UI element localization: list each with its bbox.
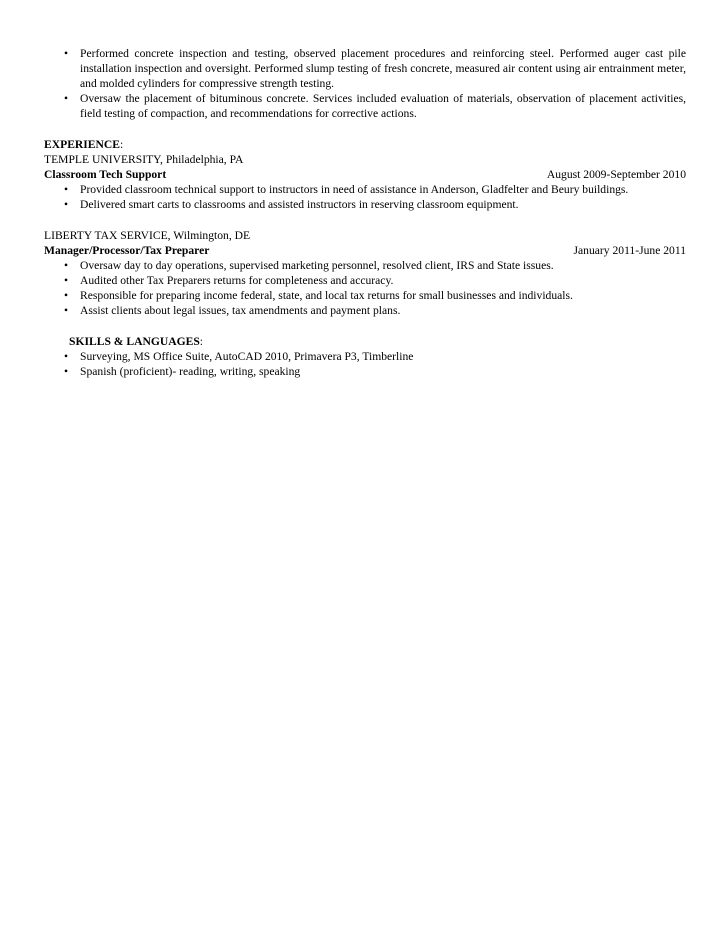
spacer bbox=[44, 212, 686, 228]
list-item bbox=[44, 288, 686, 303]
experience-heading-text: EXPERIENCE bbox=[44, 138, 121, 151]
list-item bbox=[44, 182, 686, 197]
list-item bbox=[44, 273, 686, 288]
bullet-text: Responsible for preparing income federal, state, and local tax returns for small businesses and individuals. bbox=[80, 289, 573, 302]
job-dates: August 2009-September 2010 bbox=[546, 168, 686, 181]
job-bullet-list bbox=[44, 182, 686, 212]
experience-heading-colon: : bbox=[120, 138, 124, 151]
skills-heading-text: SKILLS & LANGUAGES bbox=[69, 335, 200, 348]
bullet-text: Spanish (proficient)- reading, writing, speaking bbox=[80, 365, 301, 378]
bullet-text: Performed concrete inspection and testing, observed placement procedures and reinforcing steel. Performed auger cast pile installation inspection and oversight. Performed slump testing of fresh concrete, measured air content using air entrainment meter, and molded cylinders for compressive strength testing. bbox=[80, 47, 686, 90]
job-liberty-tax bbox=[44, 228, 686, 318]
bullet-icon: • bbox=[64, 183, 69, 196]
bullet-text: Assist clients about legal issues, tax amendments and payment plans. bbox=[80, 304, 401, 317]
spacer bbox=[44, 318, 686, 334]
bullet-text: Audited other Tax Preparers returns for completeness and accuracy. bbox=[80, 274, 394, 287]
list-item bbox=[44, 91, 686, 121]
bullet-icon: • bbox=[64, 274, 69, 287]
bullet-icon: • bbox=[64, 198, 69, 211]
skills-heading-colon: : bbox=[199, 335, 204, 348]
job-title-row bbox=[44, 243, 686, 258]
job-dates: January 2011-June 2011 bbox=[573, 244, 686, 257]
bullet-icon: • bbox=[64, 259, 69, 272]
bullet-icon: • bbox=[64, 289, 69, 302]
job-temple bbox=[44, 152, 686, 212]
job-title: Classroom Tech Support bbox=[44, 168, 167, 181]
bullet-icon: • bbox=[64, 350, 69, 363]
bullet-icon: • bbox=[64, 365, 69, 378]
employer-name: TEMPLE UNIVERSITY, Philadelphia, PA bbox=[44, 153, 244, 166]
job-title-row bbox=[44, 167, 686, 182]
list-item bbox=[44, 303, 686, 318]
list-item bbox=[44, 46, 686, 91]
resume-page bbox=[44, 46, 686, 379]
list-item bbox=[44, 349, 686, 364]
bullet-text: Provided classroom technical support to instructors in need of assistance in Anderson, Gladfelter and Beury buildings. bbox=[80, 183, 629, 196]
bullet-icon: • bbox=[64, 47, 69, 60]
list-item bbox=[44, 364, 686, 379]
bullet-icon: • bbox=[64, 92, 69, 105]
list-item bbox=[44, 258, 686, 273]
skills-heading bbox=[44, 334, 686, 349]
bullet-text: Oversaw day to day operations, supervised marketing personnel, resolved client, IRS and State issues. bbox=[80, 259, 554, 272]
bullet-icon: • bbox=[64, 304, 69, 317]
job-bullet-list bbox=[44, 258, 686, 318]
employer-name: LIBERTY TAX SERVICE, Wilmington, DE bbox=[44, 229, 251, 242]
experience-heading bbox=[44, 137, 686, 152]
inspection-bullet-list bbox=[44, 46, 686, 121]
job-title: Manager/Processor/Tax Preparer bbox=[44, 244, 210, 257]
list-item bbox=[44, 197, 686, 212]
bullet-text: Surveying, MS Office Suite, AutoCAD 2010, Primavera P3, Timberline bbox=[80, 350, 414, 363]
bullet-text: Delivered smart carts to classrooms and assisted instructors in reserving classroom equipment. bbox=[80, 198, 519, 211]
spacer bbox=[44, 121, 686, 137]
skills-bullet-list bbox=[44, 349, 686, 379]
bullet-text: Oversaw the placement of bituminous concrete. Services included evaluation of materials, observation of placement activities, field testing of compaction, and recommendations for corrective actions. bbox=[80, 92, 686, 120]
